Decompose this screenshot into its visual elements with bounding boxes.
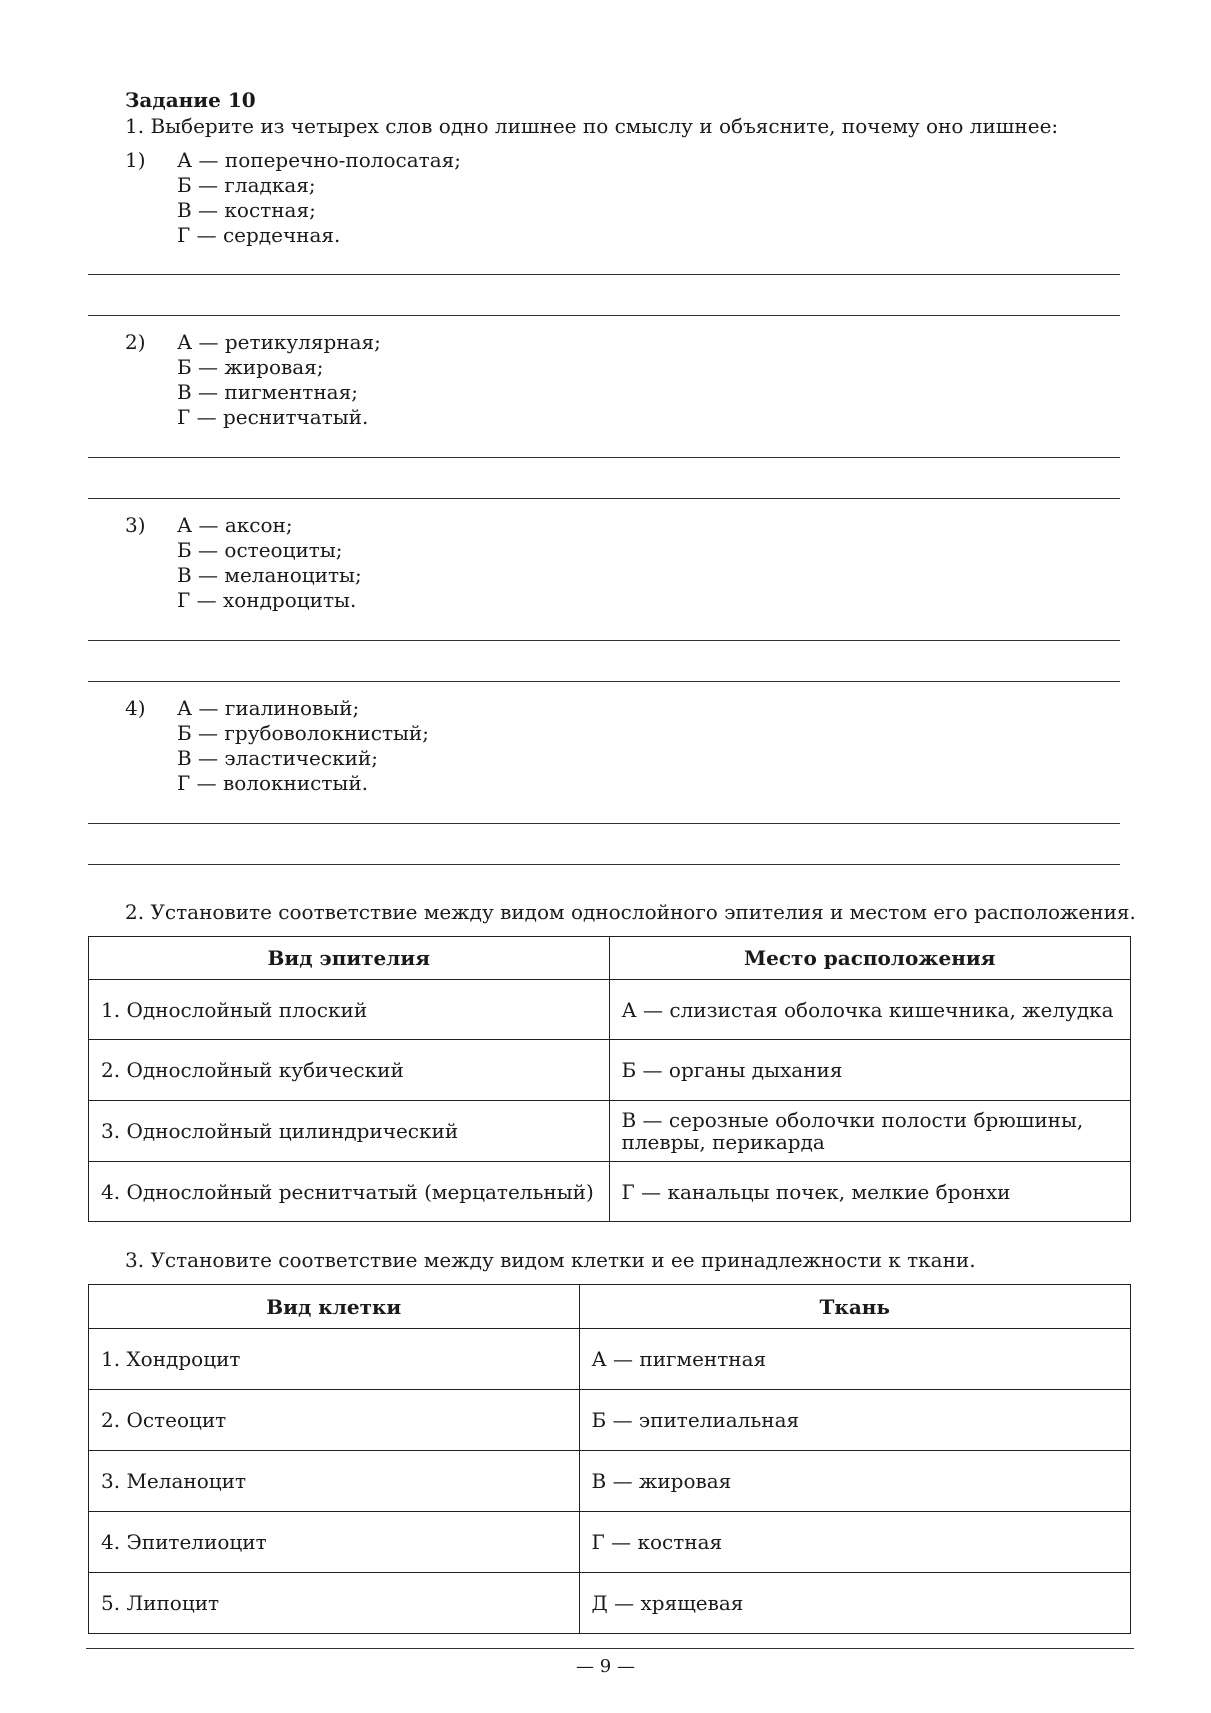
option: Б — гладкая;: [177, 173, 316, 197]
table-cell: 1. Однослойный плоский: [89, 980, 610, 1040]
answer-line[interactable]: [88, 640, 1120, 641]
table-cell: Д — хрящевая: [579, 1573, 1130, 1634]
task-title: Задание 10: [125, 88, 256, 112]
option: А — гиалиновый;: [177, 696, 360, 720]
footer-divider: [86, 1648, 1134, 1649]
option: В — эластический;: [177, 746, 378, 770]
option: А — поперечно-полосатая;: [177, 148, 461, 172]
option: В — меланоциты;: [177, 563, 362, 587]
epithelium-table: [88, 936, 1131, 1222]
option: Г — волокнистый.: [177, 771, 369, 795]
option: Г — реснитчатый.: [177, 405, 369, 429]
group-2-number: 2): [125, 330, 146, 354]
table-cell: 3. Меланоцит: [89, 1451, 580, 1512]
group-4-number: 4): [125, 696, 146, 720]
table-cell: А — пигментная: [579, 1329, 1130, 1390]
group-2-options: [177, 330, 381, 430]
group-1-number: 1): [125, 148, 146, 172]
option: Г — сердечная.: [177, 223, 341, 247]
table-cell: В — серозные оболочки полости брюшины, плевры, перикарда: [609, 1101, 1131, 1162]
answer-line[interactable]: [88, 315, 1120, 316]
question-1-prompt: 1. Выберите из четырех слов одно лишнее по смыслу и объясните, почему оно лишнее:: [125, 114, 1059, 138]
option: В — костная;: [177, 198, 316, 222]
group-3-options: [177, 513, 362, 613]
table-cell: 3. Однослойный цилиндрический: [89, 1101, 610, 1162]
group-3-number: 3): [125, 513, 146, 537]
table-header: Место расположения: [609, 937, 1131, 980]
answer-line[interactable]: [88, 681, 1120, 682]
question-2-prompt: 2. Установите соответствие между видом однослойного эпителия и местом его расположения.: [125, 900, 1136, 924]
page-number: — 9 —: [576, 1656, 635, 1677]
option: А — ретикулярная;: [177, 330, 381, 354]
answer-line[interactable]: [88, 274, 1120, 275]
table-header: Вид клетки: [89, 1285, 580, 1329]
table-cell: Б — органы дыхания: [609, 1040, 1131, 1101]
option: Г — хондроциты.: [177, 588, 357, 612]
table-cell: 4. Эпителиоцит: [89, 1512, 580, 1573]
option: А — аксон;: [177, 513, 293, 537]
option: Б — остеоциты;: [177, 538, 343, 562]
table-header: Вид эпителия: [89, 937, 610, 980]
table-cell: В — жировая: [579, 1451, 1130, 1512]
table-cell: Г — костная: [579, 1512, 1130, 1573]
answer-line[interactable]: [88, 823, 1120, 824]
cell-tissue-table: [88, 1284, 1131, 1634]
answer-line[interactable]: [88, 498, 1120, 499]
group-1-options: [177, 148, 461, 248]
table-cell: Б — эпителиальная: [579, 1390, 1130, 1451]
option: Б — грубоволокнистый;: [177, 721, 430, 745]
table-cell: 5. Липоцит: [89, 1573, 580, 1634]
answer-line[interactable]: [88, 457, 1120, 458]
table-cell: 1. Хондроцит: [89, 1329, 580, 1390]
option: Б — жировая;: [177, 355, 324, 379]
group-4-options: [177, 696, 429, 796]
table-cell: 2. Остеоцит: [89, 1390, 580, 1451]
table-cell: 4. Однослойный реснитчатый (мерцательный): [89, 1162, 610, 1222]
question-3-prompt: 3. Установите соответствие между видом клетки и ее принадлежности к ткани.: [125, 1248, 976, 1272]
option: В — пигментная;: [177, 380, 358, 404]
table-header: Ткань: [579, 1285, 1130, 1329]
table-cell: А — слизистая оболочка кишечника, желудка: [609, 980, 1131, 1040]
answer-line[interactable]: [88, 864, 1120, 865]
table-cell: 2. Однослойный кубический: [89, 1040, 610, 1101]
table-cell: Г — канальцы почек, мелкие бронхи: [609, 1162, 1131, 1222]
